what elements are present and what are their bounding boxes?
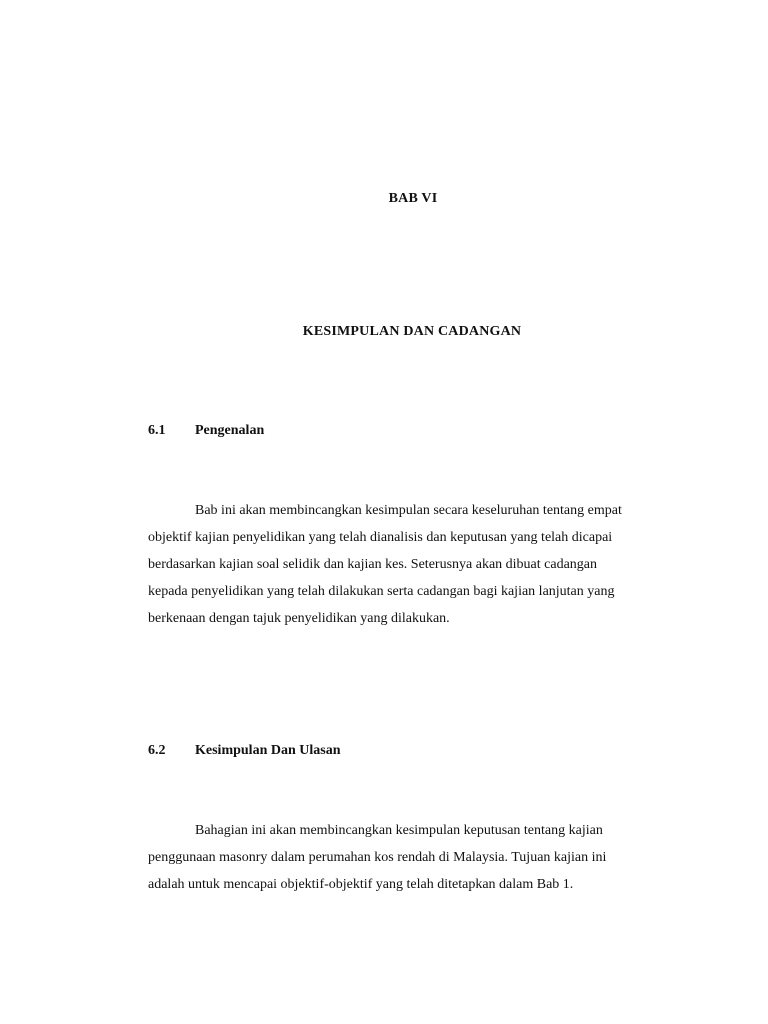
paragraph-pengenalan [148, 502, 678, 637]
section-number: 6.1 [148, 423, 166, 438]
section-title: Pengenalan [195, 423, 265, 438]
paragraph-line: objektif kajian penyelidikan yang telah dianalisis dan keputusan yang telah dicapai [148, 530, 613, 545]
section-title: Kesimpulan Dan Ulasan [195, 743, 341, 758]
section-heading-kesimpulan-dan-ulasan [148, 743, 340, 759]
paragraph-line: berdasarkan kajian soal selidik dan kajian kes. Seterusnya akan dibuat cadangan [148, 557, 598, 572]
paragraph-line: adalah untuk mencapai objektif-objektif yang telah ditetapkan dalam Bab 1. [148, 877, 574, 892]
paragraph-line: Bahagian ini akan membincangkan kesimpulan keputusan tentang kajian [195, 823, 603, 838]
paragraph-line: kepada penyelidikan yang telah dilakukan serta cadangan bagi kajian lanjutan yang [148, 584, 615, 599]
chapter-title: KESIMPULAN DAN CADANGAN [302, 324, 522, 339]
section-number: 6.2 [148, 743, 166, 758]
paragraph-line: penggunaan masonry dalam perumahan kos rendah di Malaysia. Tujuan kajian ini [148, 850, 607, 865]
chapter-label: BAB VI [388, 191, 438, 206]
paragraph-line: Bab ini akan membincangkan kesimpulan secara keseluruhan tentang empat [195, 503, 622, 518]
paragraph-line: berkenaan dengan tajuk penyelidikan yang dilakukan. [148, 611, 450, 626]
section-heading-pengenalan [148, 423, 264, 439]
paragraph-kesimpulan-dan-ulasan [148, 822, 678, 903]
